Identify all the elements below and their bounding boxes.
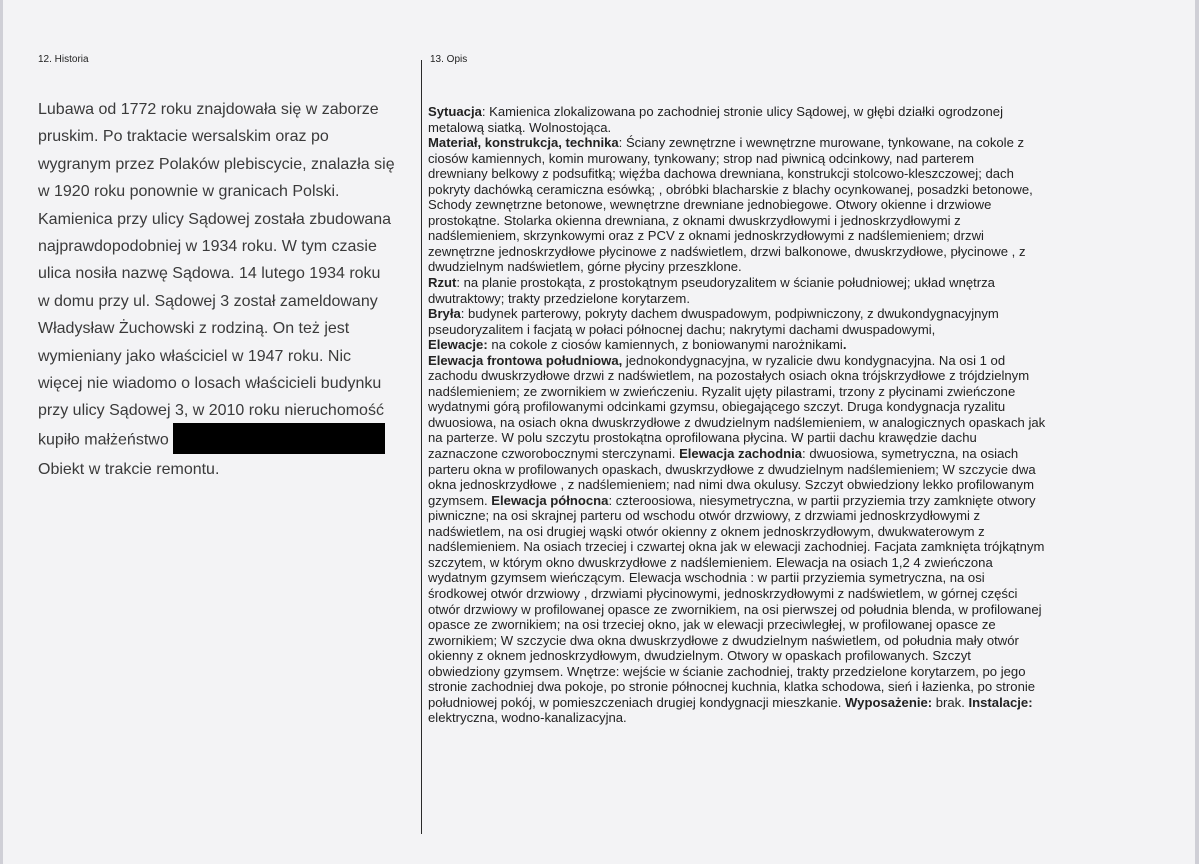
description-text-segment: zwornikiem; W szczycie dwa okna dwuskrzydłowe z dwudzielnym naświetlem, od południa mały otwór xyxy=(428,632,1019,648)
description-line xyxy=(428,477,1163,493)
history-line: Obiekt w trakcie remontu. xyxy=(38,460,220,478)
description-line xyxy=(428,415,1163,431)
description-text-segment: otwór drzwiowy w profilowanej opasce ze zwornikiem, na osi pierwszej od południa blenda, w profilowanej xyxy=(428,601,1042,617)
description-text-segment: na parterze. W polu szczytu prostokątna oprofilowana płycina. W partii dachu krawędzie dachu xyxy=(428,430,977,446)
description-heading: Rzut xyxy=(428,275,457,291)
description-line xyxy=(428,259,1163,275)
description-text-segment: dwuosiowa, na osiach okna dwuskrzydłowe z dwudzielnym nadślemieniem, w analogicznych opaskach jak xyxy=(428,414,1046,430)
description-text xyxy=(428,104,1163,726)
description-text-segment: : dwuosiowa, symetryczna, na osiach xyxy=(802,446,1019,462)
description-heading: Bryła xyxy=(428,306,461,322)
description-line xyxy=(428,275,1163,291)
description-text-segment: metalową siatką. Wolnostojąca. xyxy=(428,119,612,135)
description-line xyxy=(428,291,1163,307)
description-text-segment: okna jednoskrzydłowe , z nadślemieniem; nad nimi dwa okulusy. Szczyt obwiedziony lekko profilowanym xyxy=(428,477,1034,493)
description-text-segment: szczytem, w którym okno dwuskrzydłowe z nadślemieniem. Elewacja na osiach 1,2 4 zwieńczona xyxy=(428,554,993,570)
description-heading: Elewacja frontowa południowa, xyxy=(428,352,623,368)
description-line xyxy=(428,570,1163,586)
description-heading: Elewacja zachodnia xyxy=(679,446,803,462)
description-line xyxy=(428,166,1163,182)
description-text-segment: nadświetlem, na osi drugiej wąski otwór okienny z oknem jednoskrzydłowym, dwukwaterowym z xyxy=(428,523,985,539)
description-line xyxy=(428,104,1163,120)
description-line xyxy=(428,602,1163,618)
description-line xyxy=(428,322,1163,338)
description-line xyxy=(428,135,1163,151)
scan-edge-left xyxy=(0,0,3,864)
description-line xyxy=(428,151,1163,167)
description-line xyxy=(428,228,1163,244)
description-line xyxy=(428,306,1163,322)
description-line xyxy=(428,493,1163,509)
description-text-segment: opasce ze zwornikiem; na osi trzeciej okno, jak w elewacji przeciwległej, w profilowanej opasce ze xyxy=(428,617,996,633)
description-text-segment: ciosów kamiennych, komin murowany, tynkowany; strop nad piwnicą odcinkowy, nad parterem xyxy=(428,150,975,166)
description-text-segment: dwutraktowy; trakty przedzielone korytarzem. xyxy=(428,290,690,306)
scan-edge-right xyxy=(1195,0,1199,864)
description-line xyxy=(428,430,1163,446)
description-line xyxy=(428,633,1163,649)
description-line xyxy=(428,384,1163,400)
description-line xyxy=(428,695,1163,711)
description-text-segment: : Kamienica zlokalizowana po zachodniej stronie ulicy Sądowej, w głębi działki ogrodzonej xyxy=(481,104,1003,119)
description-line xyxy=(428,213,1163,229)
description-line xyxy=(428,353,1163,369)
section-label-description: 13. Opis xyxy=(430,54,468,65)
description-line xyxy=(428,399,1163,415)
description-text-segment: parteru okna w profilowanych opaskach, dwuskrzydłowe z dwudzielnym nadślemieniem; W szczycie dwa xyxy=(428,461,1036,477)
description-text-segment: Schody zewnętrzne betonowe, wewnętrzne drewniane jednobiegowe. Otwory okienne i drzwiowe xyxy=(428,197,992,213)
description-line xyxy=(428,197,1163,213)
description-line xyxy=(428,120,1163,136)
description-text-segment: na cokole z ciosów kamiennych, z boniowanymi narożnikami xyxy=(487,337,843,353)
description-text-segment: stronie zachodniej dwa pokoje, po stronie północnej kuchnia, klatka schodowa, sień i łazienka, po stronie xyxy=(428,679,1036,695)
description-line xyxy=(428,664,1163,680)
description-text-segment: południowej pokój, w pomieszczeniach drugiej kondygnacji mieszkanie. xyxy=(428,694,846,710)
description-line xyxy=(428,555,1163,571)
description-text-segment: : Ściany zewnętrzne i wewnętrzne murowane, tynkowane, na cokole z xyxy=(618,135,1025,151)
description-line xyxy=(428,617,1163,633)
history-line-text: kupiło małżeństwo xyxy=(38,431,169,449)
description-line xyxy=(428,648,1163,664)
description-line xyxy=(428,446,1163,462)
history-line: wymieniany jako właściciel w 1947 roku. Nic xyxy=(38,347,352,365)
description-heading: Wyposażenie: xyxy=(845,694,933,710)
description-line xyxy=(428,524,1163,540)
history-line: w domu przy ul. Sądowej 3 został zameldowany xyxy=(38,292,378,310)
description-text-segment: środkowej otwór drzwiowy , drzwiami płycinowymi, jednoskrzydłowymi z nadświetlem, w górnej części xyxy=(428,585,1018,601)
description-line xyxy=(428,679,1163,695)
description-text-segment: nadślemieniem. Na osiach trzeciej i czwartej okna jak w elewacji zachodniej. Facjata zamknięta trójkątnym xyxy=(428,539,1045,555)
description-line xyxy=(428,368,1163,384)
description-line xyxy=(428,710,1163,726)
description-text-segment: zachodu dwuskrzydłowe drzwi z nadświetlem, na pozostałych osiach okna trójskrzydłowe z trójdzielnym xyxy=(428,368,1030,384)
description-text-segment: : na planie prostokąta, z prostokątnym pseudoryzalitem w ścianie południowej; układ wnętrza xyxy=(456,275,995,291)
description-text-segment: zaznaczone czworobocznymi sterczynami. xyxy=(428,446,680,462)
description-text-segment: brak. xyxy=(932,694,969,710)
history-line: w 1920 roku ponownie w granicach Polski. xyxy=(38,183,340,201)
history-line: więcej nie wiadomo o losach właścicieli budynku xyxy=(38,375,382,393)
description-line xyxy=(428,508,1163,524)
description-text-segment: piwniczne; na osi skrajnej parteru od wschodu otwór drzwiowy, z drzwiami jednoskrzydłowymi z xyxy=(428,508,981,524)
description-line xyxy=(428,462,1163,478)
history-line: Kamienica przy ulicy Sądowej została zbudowana xyxy=(38,210,392,228)
history-line: pruskim. Po traktacie wersalskim oraz po xyxy=(38,128,329,146)
description-line xyxy=(428,337,1163,353)
description-text-segment: drewniany belkowy z podsufitką; więźba dachowa drewniana, konstrukcji stolcowo-kleszczowej; dach xyxy=(428,166,1014,182)
description-text-segment: pokryty dachówką ceramiczna esówką; , obróbki blacharskie z blachy ocynkowanej, posadzki betonowe, xyxy=(428,181,1033,197)
description-line xyxy=(428,182,1163,198)
description-heading: Sytuacja xyxy=(428,104,482,119)
description-text-segment: jednokondygnacyjna, w ryzalicie dwu kondygnacyjna. Na osi 1 od xyxy=(622,352,1006,368)
description-heading: Elewacja północna xyxy=(491,492,609,508)
description-text-segment: zewnętrzne jednoskrzydłowe płycinowe z nadświetlem, drzwi balkonowe, dwuskrzydłowe, płycinowe , z xyxy=(428,243,1026,259)
history-line: wygranym przez Polaków plebiscycie, znalazła się xyxy=(38,155,395,173)
description-text-segment: prostokątne. Stolarka okienna drewniana, z oknami dwuskrzydłowymi i jednoskrzydłowymi z xyxy=(428,212,961,228)
description-text-segment: okienny z oknem jednoskrzydłowym, dwudzielnym. Otwory w opaskach profilowanych. Szczyt xyxy=(428,648,971,664)
description-text-segment: nadślemieniem, skrzynkowymi oraz z PCV z oknami jednoskrzydłowymi z nadślemieniem; drzwi xyxy=(428,228,984,244)
description-text-segment: wydatnym gzymsem wieńczącym. Elewacja wschodnia : w partii przyziemia symetryczna, na osi xyxy=(428,570,985,586)
description-text-segment: : czteroosiowa, niesymetryczna, w partii przyziemia trzy zamknięte otwory xyxy=(608,492,1036,508)
history-line: Władysław Żuchowski z rodziną. On też jest xyxy=(38,320,350,338)
history-line: przy ulicy Sądowej 3, w 2010 roku nieruchomość xyxy=(38,402,384,420)
description-heading: Instalacje: xyxy=(968,694,1033,710)
description-line xyxy=(428,586,1163,602)
description-text-segment: wydatnymi górą profilowanymi odcinkami gzymsu, obiegającego szczyt. Druga kondygnacja ryzalitu xyxy=(428,399,1006,415)
history-line: najprawdopodobniej w 1934 roku. W tym czasie xyxy=(38,238,377,256)
description-text-segment: dwudzielnym nadświetlem, górne płyciny przeszklone. xyxy=(428,259,742,275)
description-text-segment: obwiedziony gzymsem. Wnętrze: wejście w ścianie zachodniej, trakty przedzielone korytarzem, po jego xyxy=(428,663,1026,679)
history-line: ulica nosiła nazwę Sądowa. 14 lutego 1934 roku xyxy=(38,265,381,283)
description-line xyxy=(428,244,1163,260)
description-text-segment: pseudoryzalitem i facjatą w połaci północnej dachu; nakrytymi dachami dwuspadowymi, xyxy=(428,321,936,337)
history-line-buyers xyxy=(38,425,423,456)
description-text-segment: : budynek parterowy, pokryty dachem dwuspadowym, podpiwniczony, z dwukondygnacyjnym xyxy=(460,306,999,322)
section-label-history: 12. Historia xyxy=(38,54,89,65)
description-heading: Elewacje: xyxy=(428,337,488,353)
description-heading: Materiał, konstrukcja, technika xyxy=(428,135,619,151)
description-text-segment: elektryczna, wodno-kanalizacyjna. xyxy=(428,710,627,726)
description-text-segment: gzymsem. xyxy=(428,492,492,508)
history-line: Lubawa od 1772 roku znajdowała się w zaborze xyxy=(38,101,379,118)
description-line xyxy=(428,539,1163,555)
description-text-segment: nadślemieniem; ze zwornikiem w zwieńczeniu. Ryzalit ujęty pilastrami, trzony z płycinami zwieńczone xyxy=(428,383,1016,399)
history-text xyxy=(38,96,423,483)
redaction-box xyxy=(173,423,385,454)
description-heading: . xyxy=(842,337,847,353)
